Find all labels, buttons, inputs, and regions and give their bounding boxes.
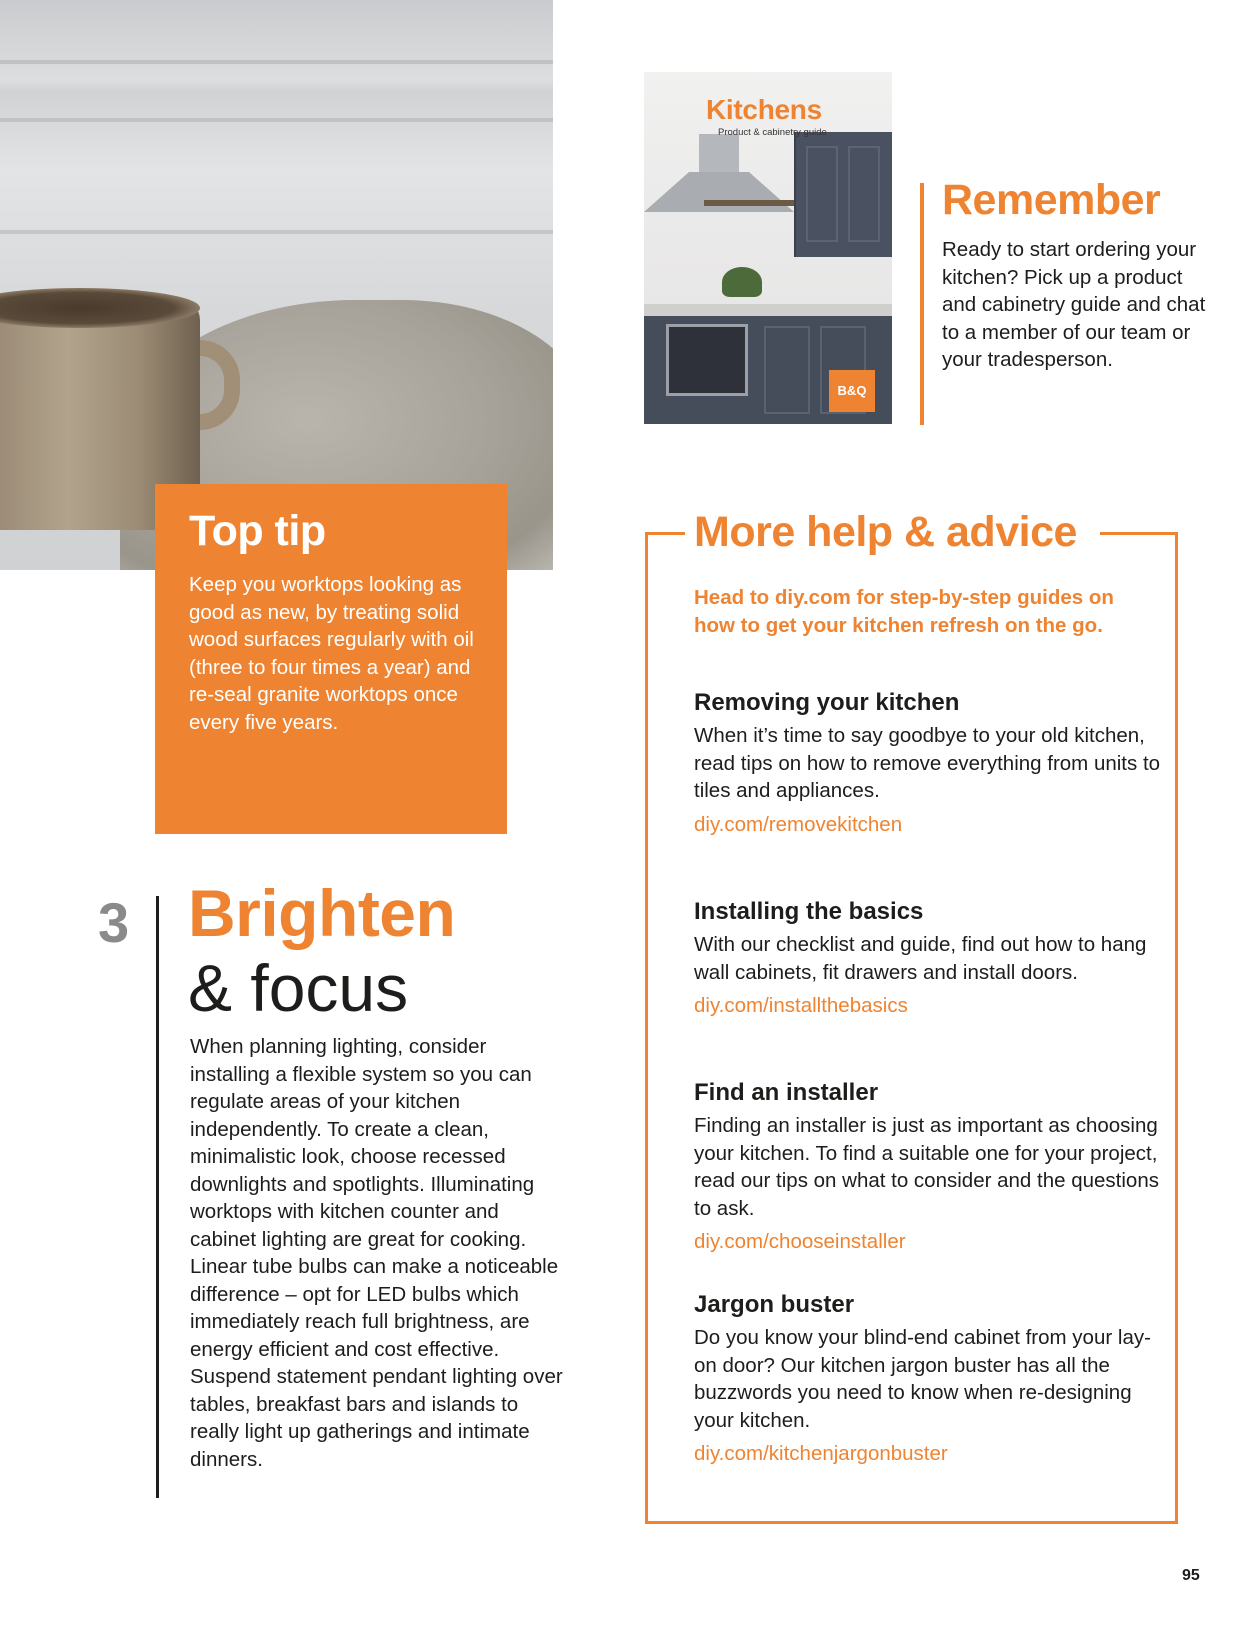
help-title: More help & advice xyxy=(694,508,1077,556)
cooker-hood-chimney xyxy=(699,134,739,174)
help-section-heading: Removing your kitchen xyxy=(694,689,960,716)
help-section-heading: Find an installer xyxy=(694,1079,879,1106)
help-section-heading: Installing the basics xyxy=(694,898,924,925)
jargon-buster-link[interactable]: diy.com/kitchenjargonbuster xyxy=(694,1442,948,1465)
install-basics-link[interactable]: diy.com/installthebasics xyxy=(694,994,908,1017)
oven xyxy=(666,324,748,396)
top-tip-box xyxy=(155,484,507,834)
wall-cabinet-door xyxy=(806,146,838,242)
wall-panel-line xyxy=(0,230,553,234)
base-unit-door xyxy=(764,326,810,414)
step-divider xyxy=(156,896,159,1498)
choose-installer-link[interactable]: diy.com/chooseinstaller xyxy=(694,1230,906,1253)
help-section-body: Finding an installer is just as important as choosing your kitchen. To find a suitable one for your project, read our tips on what to consider and the questions to ask. xyxy=(694,1114,1159,1220)
help-section-heading: Jargon buster xyxy=(694,1291,855,1318)
help-section-installer xyxy=(694,1078,1164,1256)
focus-title: & focus xyxy=(188,951,409,1025)
help-section-remove xyxy=(694,688,1164,838)
cooker-hood xyxy=(644,172,794,212)
help-section-body: With our checklist and guide, find out how to hang wall cabinets, fit drawers and install doors. xyxy=(694,933,1147,984)
remove-kitchen-link[interactable]: diy.com/removekitchen xyxy=(694,812,903,836)
brighten-body: When planning lighting, consider installing a flexible system so you can regulate areas of your kitchen independently. To create a clean, minimalistic look, choose recessed downlights and spotlights. Illuminating worktops with kitchen counter and cabinet lighting are great for cooking. Linear tube bulbs can make a noticeable difference – opt for LED bulbs which immediately reach full brightness, are energy efficient and cost effective. Suspend statement pendant lighting over tables, breakfast bars and islands to really light up gatherings and intimate dinners. xyxy=(190,1035,563,1471)
brighten-title: Brighten xyxy=(188,876,456,950)
page-number: 95 xyxy=(1182,1567,1200,1584)
help-box-top-line xyxy=(645,532,685,535)
cover-subtitle: Product & cabinetry guide xyxy=(718,127,827,138)
help-intro: Head to diy.com for step-by-step guides on how to get your kitchen refresh on the go. xyxy=(694,586,1114,637)
help-section-body: When it’s time to say goodbye to your old kitchen, read tips on how to remove everything from units to tiles and appliances. xyxy=(694,724,1161,802)
top-tip-body: Keep you worktops looking as good as new, by treating solid wood surfaces regularly with oil (three to four times a year) and re-seal granite worktops once every five years. xyxy=(189,573,474,734)
wall-panel-line xyxy=(0,60,553,64)
remember-title: Remember xyxy=(942,176,1161,224)
top-tip-title: Top tip xyxy=(189,507,326,555)
step-number: 3 xyxy=(98,891,130,954)
remember-accent-bar xyxy=(920,183,924,425)
help-box-top-line xyxy=(1100,532,1178,535)
wall-cabinet-door xyxy=(848,146,880,242)
bq-logo: B&Q xyxy=(829,370,875,412)
wall-panel-line xyxy=(0,118,553,122)
help-section-jargon xyxy=(694,1290,1164,1468)
cover-title: Kitchens xyxy=(706,94,822,125)
help-section-install xyxy=(694,897,1164,1020)
catalog-cover-image xyxy=(644,72,892,424)
remember-body: Ready to start ordering your kitchen? Pick up a product and cabinetry guide and chat to a member of our team or your tradesperson. xyxy=(942,238,1206,371)
help-section-body: Do you know your blind-end cabinet from your lay-on door? Our kitchen jargon buster has all the buzzwords you need to know when re-designing your kitchen. xyxy=(694,1326,1151,1432)
herb-plant xyxy=(722,267,762,297)
worktop xyxy=(644,304,892,316)
